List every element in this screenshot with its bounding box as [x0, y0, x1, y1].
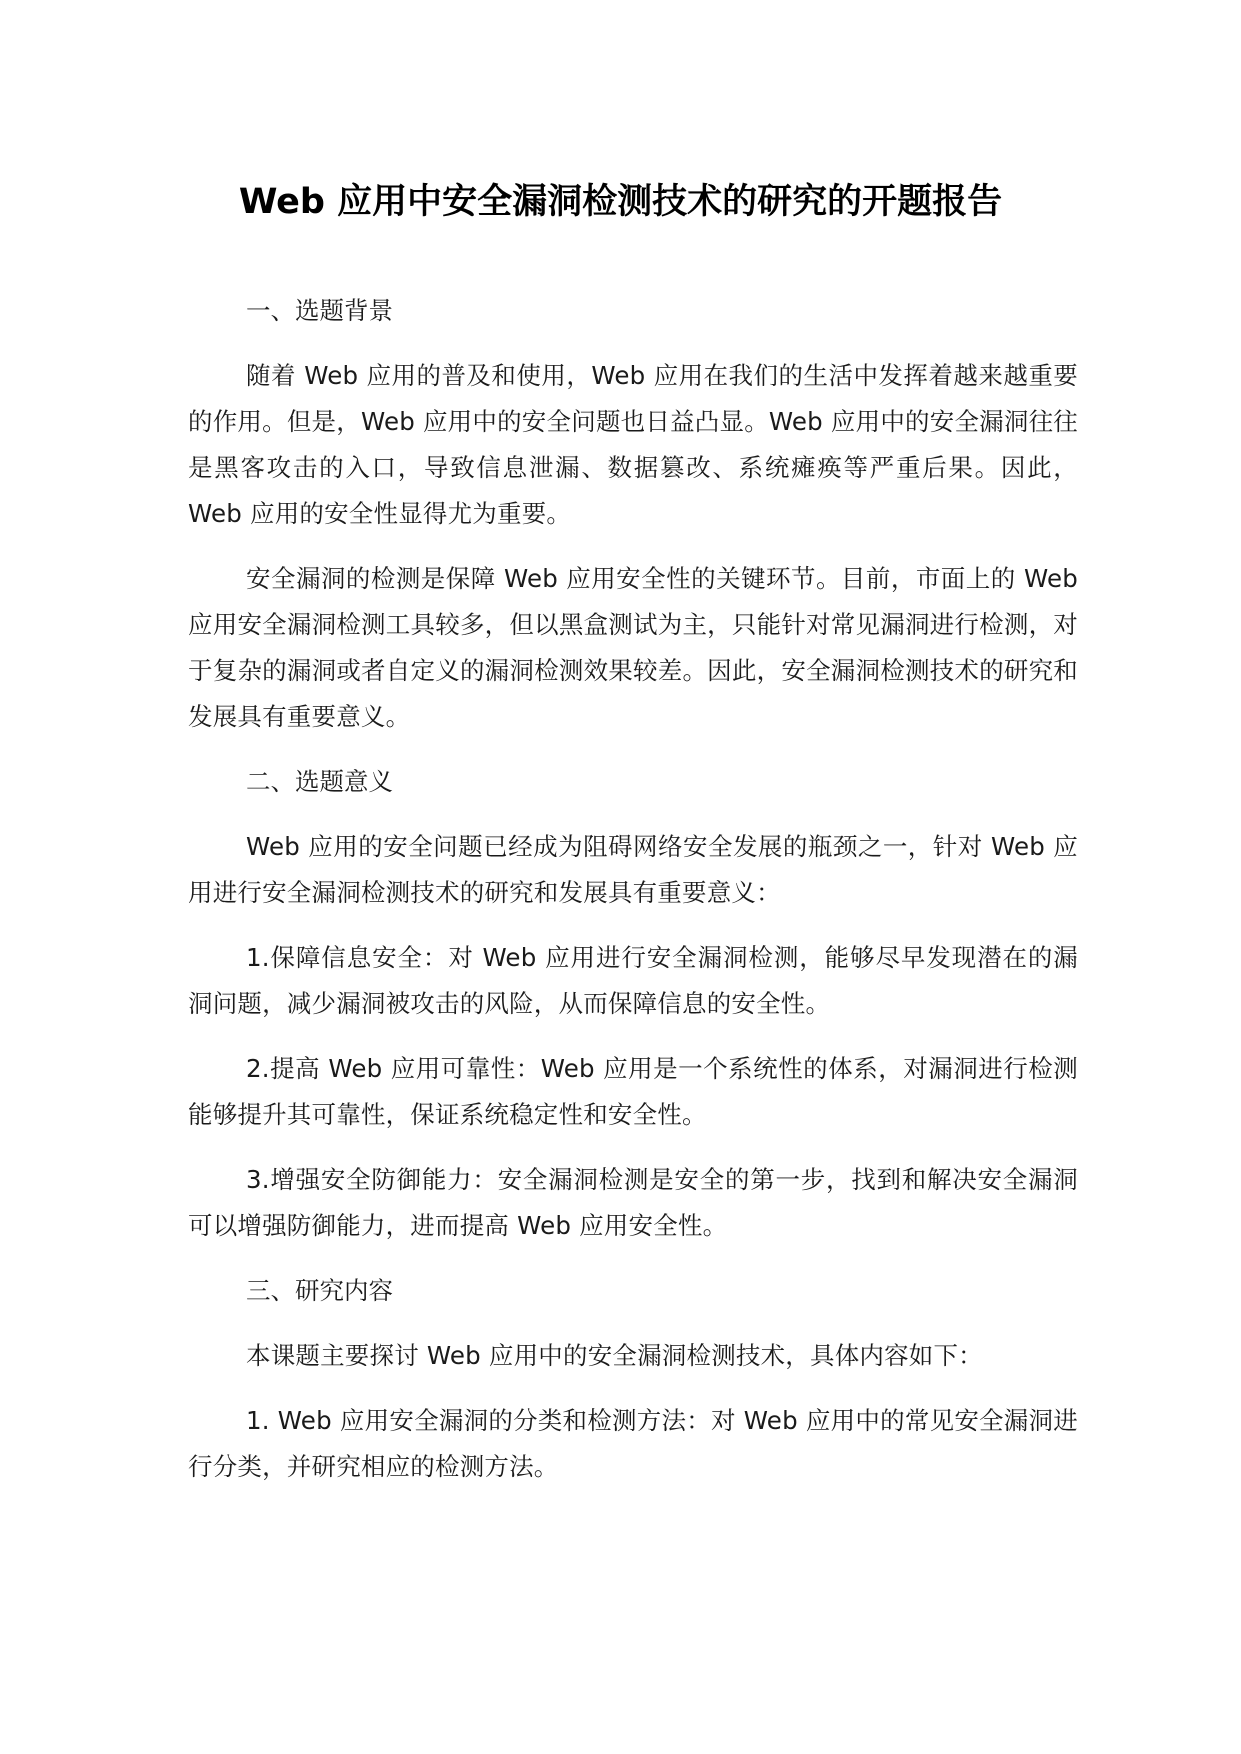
paragraph: 安全漏洞的检测是保障 Web 应用安全性的关键环节。目前，市面上的 Web 应用安全漏洞检测工具较多，但以黑盒测试为主，只能针对常见漏洞进行检测，对于复杂的漏洞或者自定义的漏洞检测效果较差。因此，安全漏洞检测技术的研究和发展具有重要意义。 [188, 564, 1078, 731]
paragraph: 随着 Web 应用的普及和使用，Web 应用在我们的生活中发挥着越来越重要的作用。但是，Web 应用中的安全问题也日益凸显。Web 应用中的安全漏洞往往是黑客攻击的入口，导致信息泄漏、数据篡改、系统瘫痪等严重后果。因此，Web 应用的安全性显得尤为重要。 [188, 361, 1078, 528]
section-heading: 三、研究内容 [246, 1276, 393, 1305]
section-background [188, 288, 1078, 740]
section-significance [188, 759, 1078, 1249]
list-item: 1.保障信息安全：对 Web 应用进行安全漏洞检测，能够尽早发现潜在的漏洞问题，减少漏洞被攻击的风险，从而保障信息的安全性。 [188, 943, 1078, 1018]
list-item: 1. Web 应用安全漏洞的分类和检测方法：对 Web 应用中的常见安全漏洞进行分类，并研究相应的检测方法。 [188, 1406, 1078, 1481]
list-item: 2.提高 Web 应用可靠性：Web 应用是一个系统性的体系，对漏洞进行检测能够提升其可靠性，保证系统稳定性和安全性。 [188, 1054, 1078, 1129]
section-research-content [188, 1268, 1078, 1490]
list-item: 3.增强安全防御能力：安全漏洞检测是安全的第一步，找到和解决安全漏洞可以增强防御能力，进而提高 Web 应用安全性。 [188, 1165, 1078, 1240]
paragraph: 本课题主要探讨 Web 应用中的安全漏洞检测技术，具体内容如下： [246, 1341, 983, 1370]
paragraph: Web 应用的安全问题已经成为阻碍网络安全发展的瓶颈之一，针对 Web 应用进行安全漏洞检测技术的研究和发展具有重要意义： [188, 832, 1078, 907]
document-body [188, 288, 1078, 1509]
section-heading: 二、选题意义 [246, 767, 393, 796]
document-title: Web 应用中安全漏洞检测技术的研究的开题报告 [238, 182, 1003, 222]
section-heading: 一、选题背景 [246, 296, 393, 325]
